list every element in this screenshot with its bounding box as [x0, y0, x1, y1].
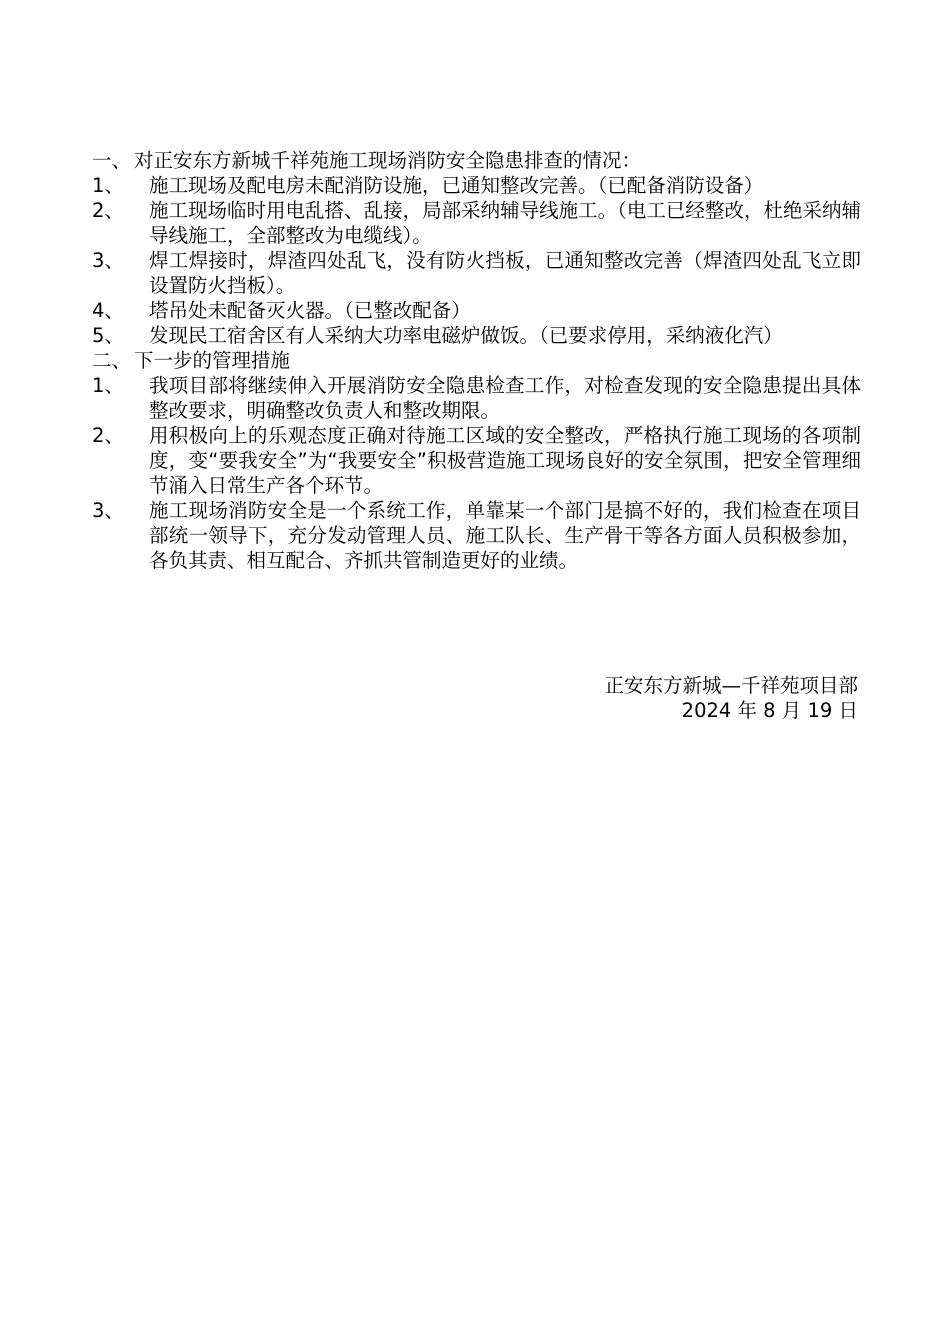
list-item — [92, 173, 872, 198]
item-text: 发现民工宿舍区有人采纳大功率电磁炉做饭。（已要求停用，采纳液化汽） — [149, 324, 783, 347]
section-heading-text: 对正安东方新城千祥苑施工现场消防安全隐患排查的情况： — [134, 149, 642, 172]
section-heading-text: 下一步的管理措施 — [134, 349, 291, 372]
item-marker: 4、 — [92, 299, 124, 322]
signature-organization: 正安东方新城—千祥苑项目部 — [604, 674, 858, 697]
item-text: 用积极向上的乐观态度正确对待施工区域的安全整改，严格执行施工现场的各项制度，变“要我安全”为“我要安全”积极营造施工现场良好的安全氛围，把安全管理细节涌入日常生产各个环节。 — [149, 424, 861, 497]
item-text: 焊工焊接时，焊渣四处乱飞，没有防火挡板，已通知整改完善（焊渣四处乱飞立即设置防火挡板）。 — [149, 249, 861, 297]
section-heading-1 — [92, 148, 872, 173]
section-marker: 二、 — [92, 349, 132, 372]
item-marker: 3、 — [92, 249, 124, 272]
list-item — [92, 198, 872, 248]
item-marker: 2、 — [92, 199, 124, 222]
item-text: 塔吊处未配备灭火器。（已整改配备） — [149, 299, 471, 322]
list-item — [92, 373, 872, 423]
section-marker: 一、 — [92, 149, 132, 172]
item-text: 施工现场临时用电乱搭、乱接，局部采纳辅导线施工。（电工已经整改，杜绝采纳辅导线施工，全部整改为电缆线）。 — [149, 199, 861, 247]
signature-block — [604, 673, 858, 723]
item-marker: 3、 — [92, 499, 124, 522]
list-item — [92, 423, 872, 498]
section-heading-2 — [92, 348, 872, 373]
item-marker: 1、 — [92, 174, 124, 197]
item-text: 我项目部将继续伸入开展消防安全隐患检查工作，对检查发现的安全隐患提出具体整改要求，明确整改负责人和整改期限。 — [149, 374, 861, 422]
item-marker: 5、 — [92, 324, 124, 347]
item-marker: 1、 — [92, 374, 124, 397]
signature-date: 2024 年 8 月 19 日 — [681, 699, 858, 722]
list-item — [92, 498, 872, 573]
document-body — [92, 148, 872, 573]
list-item — [92, 323, 872, 348]
item-marker: 2、 — [92, 424, 124, 447]
item-text: 施工现场及配电房未配消防设施，已通知整改完善。（已配备消防设备） — [149, 174, 764, 197]
item-text: 施工现场消防安全是一个系统工作，单靠某一个部门是搞不好的，我们检查在项目部统一领导下，充分发动管理人员、施工队长、生产骨干等各方面人员积极参加，各负其责、相互配合、齐抓共管制造更好的业绩。 — [149, 499, 861, 572]
list-item — [92, 248, 872, 298]
list-item — [92, 298, 872, 323]
